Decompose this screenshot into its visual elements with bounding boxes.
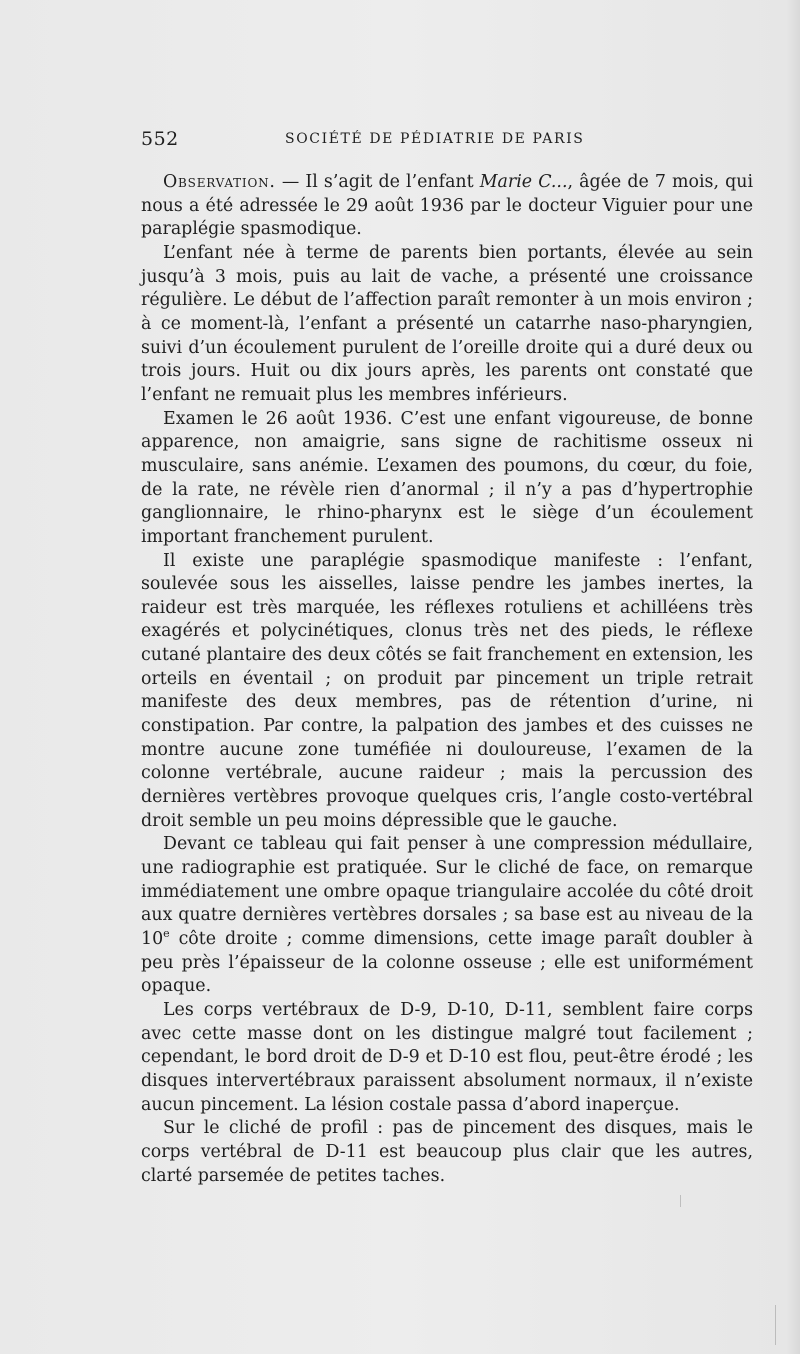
page-header [141, 128, 753, 156]
paragraph-paraplegia: Il existe une paraplégie spasmodique manifeste : l’enfant, soulevée sous les aisselles, laisse pendre les jambes inertes, la raideur est très marquée, les réflexes rotuliens et achilléens très exagérés et polycinétiques, clonus très net des pieds, le réflexe cutané plantaire des deux côtés se fait franchement en extension, les orteils en éventail ; on produit par pincement un triple retrait manifeste des deux membres, pas de rétention d’urine, ni constipation. Par contre, la palpation des jambes et des cuisses ne montre aucune zone tuméfiée ni douloureuse, l’examen de la colonne vertébrale, aucune raideur ; mais la percussion des dernières vertèbres provoque quelques cris, l’angle costo-vertébral droit semble un peu moins dépressible que le gauche. [141, 550, 753, 831]
observation-intro: — Il s’agit de l’enfant [275, 172, 480, 192]
paragraph-examination: Examen le 26 août 1936. C’est une enfant vigoureuse, de bonne apparence, non amaigrie, sans signe de rachitisme osseux ni musculaire, sans anémie. L’examen des poumons, du cœur, du foie, de la rate, ne révèle rien d’anormal ; il n’y a pas d’hypertrophie ganglionnaire, le rhino-pharynx est le siège d’un écoulement important franchement purulent. [141, 408, 753, 547]
radiography-text-b: côte droite ; comme dimensions, cette image paraît doubler à peu près l’épaisseur de la colonne osseuse ; elle est uniformément opaque. [141, 929, 753, 997]
observation-heading: Observation. [163, 172, 276, 192]
page-edge-shadow [786, 0, 800, 1354]
page-number: 552 [141, 128, 179, 150]
superscript-e: e [163, 927, 170, 941]
radiography-text-a: Devant ce tableau qui fait penser à une compression médullaire, une radiographie est pratiquée. Sur le cliché de face, on remarque immédiatement une ombre opaque triangulaire accolée du côté droit aux quatre dernières vertèbres dorsales ; sa base est au niveau de la 10 [141, 834, 753, 949]
paragraph-observation [141, 171, 753, 242]
scan-speck [680, 1195, 681, 1207]
running-title: SOCIÉTÉ DE PÉDIATRIE DE PARIS [285, 131, 585, 147]
article-body [141, 171, 753, 1188]
paragraph-profile: Sur le cliché de profil : pas de pincement des disques, mais le corps vertébral de D-11 est beaucoup plus clair que les autres, clarté parsemée de petites taches. [141, 1118, 753, 1186]
paragraph-history: L’enfant née à terme de parents bien portants, élevée au sein jusqu’à 3 mois, puis au lait de vache, a présenté une croissance régulière. Le début de l’affection paraît remonter à un mois environ ; à ce moment-là, l’enfant a présenté un catarrhe naso-pharyngien, suivi d’un écoulement purulent de l’oreille droite qui a duré deux ou trois jours. Huit ou dix jours après, les parents ont constaté que l’enfant ne remuait plus les membres inférieurs. [141, 242, 753, 405]
scan-speck [775, 1305, 776, 1345]
patient-name: Marie C... [479, 172, 568, 192]
paragraph-radiography [141, 833, 753, 999]
observation-text: , âgée de 7 mois, qui nous a été adressée le 29 août 1936 par le docteur Viguier pour une paraplégie spasmodique. [141, 172, 754, 240]
paragraph-vertebrae: Les corps vertébraux de D-9, D-10, D-11, semblent faire corps avec cette masse dont on les distingue malgré tout facilement ; cependant, le bord droit de D-9 et D-10 est flou, peut-être érodé ; les disques intervertébraux paraissent absolument normaux, il n’existe aucun pincement. La lésion costale passa d’abord inaperçue. [141, 999, 753, 1115]
